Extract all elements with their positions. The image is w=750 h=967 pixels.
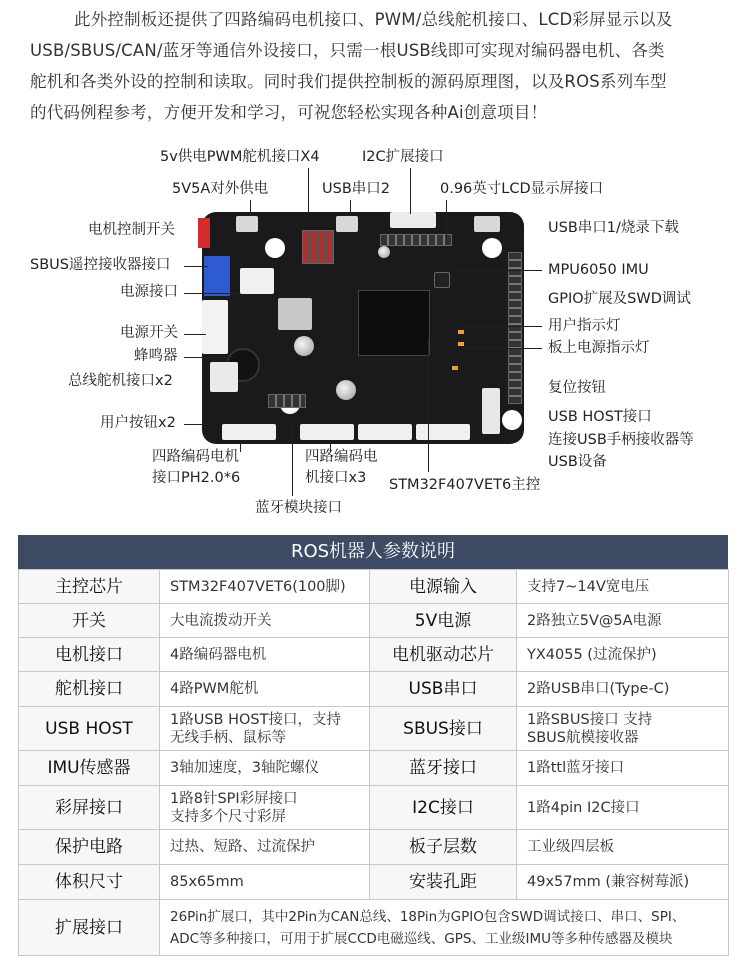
mount-hole [265,238,285,258]
callout-encoder-mid: 四路编码电 [305,449,378,465]
spec-value: STM32F407VET6(100脚) [160,570,370,604]
spec-row [19,751,729,786]
lcd-header-part [380,234,452,246]
spec-key: 扩展接口 [19,900,160,956]
leader-line [462,326,542,327]
callout-usb-host: USB HOST接口 [548,409,652,425]
spec-key: 5V电源 [370,604,517,638]
leader-line [456,270,542,271]
spec-value-line: 1路SBUS接口 支持 [527,711,653,728]
power-jack-part [240,268,274,294]
spec-value-line: 1路8针SPI彩屏接口 [170,790,298,807]
spec-key: 主控芯片 [19,570,160,604]
capacitor-part [294,336,314,356]
callout-encoder-left: 接口PH2.0*6 [152,470,241,486]
bus-servo-connector-part [210,362,238,392]
sbus-terminal-part [204,256,230,296]
spec-row [19,786,729,830]
pwm-pins-part [302,230,334,264]
leader-line [462,348,542,349]
usb-host-port-part [482,388,500,434]
spec-value [160,707,370,751]
spec-row [19,865,729,900]
spec-key: 电源输入 [370,570,517,604]
spec-value-line: 支持多个尺寸彩屏 [170,808,286,825]
controller-board-image [202,212,524,444]
spec-value-line: 无线手柄、鼠标等 [170,729,286,746]
spec-value: 工业级四层板 [517,830,729,865]
spec-key: 电机接口 [19,638,160,672]
callout-onboard-power-led: 板上电源指示灯 [548,340,650,356]
spec-value: YX4055 (过流保护) [517,638,729,672]
spec-row [19,672,729,707]
callout-power-port: 电源接口 [120,284,178,300]
callout-reset: 复位按钮 [548,380,606,396]
board-diagram [0,130,750,530]
led-part [452,366,458,370]
spec-key: I2C接口 [370,786,517,830]
callout-usb-host-desc: USB设备 [548,454,607,470]
spec-key: USB串口 [370,672,517,707]
spec-key: 体积尺寸 [19,865,160,900]
spec-value: 支持7~14V宽电压 [517,570,729,604]
spec-value: 过热、短路、过流保护 [160,830,370,865]
leader-line [292,426,293,496]
spec-value: 49x57mm (兼容树莓派) [517,865,729,900]
spec-value-line: ADC等多种接口，可用于扩展CCD电磁巡线、GPS、工业级IMU等多种传感器及模块 [170,930,673,947]
callout-mpu6050: MPU6050 IMU [548,262,649,278]
encoder-connector-part [416,424,470,440]
usbc-port-part [236,216,258,232]
encoder-connector-part [300,424,354,440]
spec-value: 1路ttl蓝牙接口 [517,751,729,786]
motor-switch-part [198,218,210,248]
spec-row [19,638,729,672]
imu-chip-part [434,272,450,288]
mount-hole [482,238,502,258]
mcu-chip-part [358,290,430,356]
callout-usb-serial2: USB串口2 [322,181,390,197]
usbc-port-part [474,216,500,232]
leader-line [308,168,309,218]
spec-key: 保护电路 [19,830,160,865]
gpio-header-part [508,252,522,404]
callout-bluetooth: 蓝牙模块接口 [255,500,342,516]
intro-paragraph [30,4,730,128]
spec-key: USB HOST [19,707,160,751]
leader-line [410,168,411,214]
spec-value [160,900,729,956]
spec-table-title: ROS机器人参数说明 [18,535,728,569]
led-part [458,330,464,334]
i2c-connector-part [390,212,436,228]
spec-key: SBUS接口 [370,707,517,751]
leader-line [184,334,206,335]
spec-value [517,707,729,751]
spec-value [160,786,370,830]
callout-usb-serial1: USB串口1/烧录下载 [548,220,679,236]
spec-key: 板子层数 [370,830,517,865]
inductor-part [278,298,312,330]
spec-row [19,830,729,865]
spec-key: 开关 [19,604,160,638]
intro-line: 此外控制板还提供了四路编码电机接口、PWM/总线舵机接口、LCD彩屏显示以及 [74,10,673,29]
bluetooth-header-part [268,394,306,408]
leader-line [250,200,251,216]
leader-line [446,200,447,244]
callout-5v5a: 5V5A对外供电 [172,181,269,197]
leader-line [184,266,208,267]
spec-key: 安装孔距 [370,865,517,900]
spec-key: 蓝牙接口 [370,751,517,786]
capacitor-part [336,380,356,400]
callout-buzzer: 蜂鸣器 [134,348,178,364]
callout-power-switch: 电源开关 [120,325,178,341]
leader-line [184,357,230,358]
callout-pwm-servo: 5v供电PWM舵机接口X4 [160,149,320,165]
encoder-connector-part [358,424,412,440]
leader-line [240,444,241,452]
intro-line: USB/SBUS/CAN/蓝牙等通信外设接口，只需一根USB线即可实现对编码器电机、各类 [30,41,665,60]
spec-value: 3轴加速度，3轴陀螺仪 [160,751,370,786]
spec-row [19,570,729,604]
spec-key: 电机驱动芯片 [370,638,517,672]
callout-encoder-left: 四路编码电机 [152,449,239,465]
spec-row [19,707,729,751]
spec-table [18,569,729,956]
callout-user-button: 用户按钮x2 [100,415,176,431]
spec-value: 85x65mm [160,865,370,900]
intro-line: 舵机和各类外设的控制和读取。同时我们提供控制板的源码原理图，以及ROS系列车型 [30,72,667,91]
callout-encoder-mid: 机接口x3 [305,470,367,486]
spec-value: 大电流拨动开关 [160,604,370,638]
leader-line [428,338,429,472]
encoder-connector-part [222,424,276,440]
spec-key: 彩屏接口 [19,786,160,830]
spec-value: 1路4pin I2C接口 [517,786,729,830]
callout-user-led: 用户指示灯 [548,318,621,334]
spec-row [19,604,729,638]
leader-line [350,200,351,216]
spec-value: 2路独立5V@5A电源 [517,604,729,638]
capacitor-part [378,246,390,258]
spec-value: 4路编码器电机 [160,638,370,672]
intro-line: 的代码例程参考，方便开发和学习，可祝您轻松实现各种Ai创意项目！ [30,103,548,122]
led-part [458,342,464,346]
spec-value: 2路USB串口(Type-C) [517,672,729,707]
mount-hole [502,410,522,430]
callout-lcd: 0.96英寸LCD显示屏接口 [440,181,604,197]
power-switch-part [202,300,228,354]
spec-value-line: 26Pin扩展口，其中2Pin为CAN总线、18Pin为GPIO包含SWD调试接口、串口、SPI、 [170,908,686,925]
callout-i2c: I2C扩展接口 [362,149,444,165]
usbc-port-part [336,216,358,232]
spec-key: IMU传感器 [19,751,160,786]
callout-sbus: SBUS遥控接收器接口 [30,257,171,273]
spec-key: 舵机接口 [19,672,160,707]
callout-bus-servo: 总线舵机接口x2 [68,373,173,389]
callout-usb-host-desc: 连接USB手柄接收器等 [548,432,694,448]
leader-line [184,293,240,294]
callout-mcu: STM32F407VET6主控 [389,477,541,493]
callout-gpio-swd: GPIO扩展及SWD调试 [548,291,691,307]
leader-line [184,424,212,425]
callout-motor-switch: 电机控制开关 [88,222,175,238]
spec-value: 4路PWM舵机 [160,672,370,707]
spec-value-line: SBUS航模接收器 [527,729,639,746]
spec-row [19,900,729,956]
spec-value-line: 1路USB HOST接口，支持 [170,711,341,728]
